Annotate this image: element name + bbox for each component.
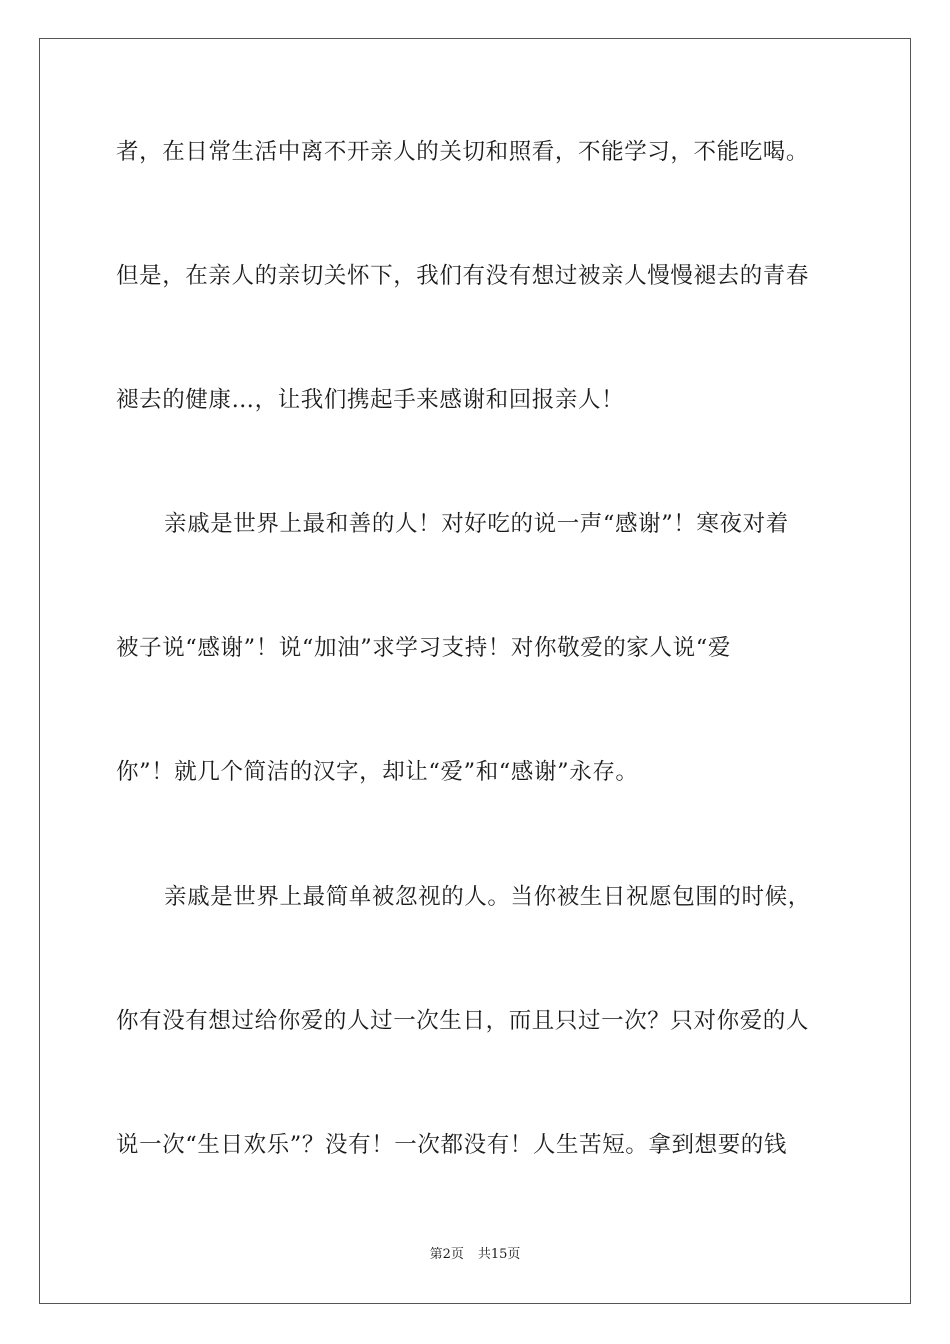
page-total: 共15页 — [477, 1247, 521, 1262]
text-line: 褪去的健康…，让我们携起手来感谢和回报亲人！ — [116, 387, 625, 413]
page-border — [39, 38, 911, 1304]
paragraph-first-line: 亲戚是世界上最简单被忽视的人。当你被生日祝愿包围的时候， — [164, 884, 811, 910]
text-line: 者，在日常生活中离不开亲人的关切和照看，不能学习，不能吃喝。 — [116, 139, 810, 165]
page-number: 第2页 — [429, 1247, 464, 1262]
text-line: 你有没有想过给你爱的人过一次生日，而且只过一次？只对你爱的人 — [116, 1008, 810, 1034]
text-line: 你”！就几个简洁的汉字，却让“爱”和“感谢”永存。 — [116, 759, 639, 785]
text-line: 说一次“生日欢乐”？没有！一次都没有！人生苦短。拿到想要的钱 — [116, 1132, 788, 1158]
page-footer — [0, 1246, 950, 1264]
text-line: 被子说“感谢”！说“加油”求学习支持！对你敬爱的家人说“爱 — [116, 635, 731, 661]
paragraph-first-line: 亲戚是世界上最和善的人！对好吃的说一声“感谢”！寒夜对着 — [164, 511, 789, 537]
text-line: 但是，在亲人的亲切关怀下，我们有没有想过被亲人慢慢褪去的青春 — [116, 263, 810, 289]
